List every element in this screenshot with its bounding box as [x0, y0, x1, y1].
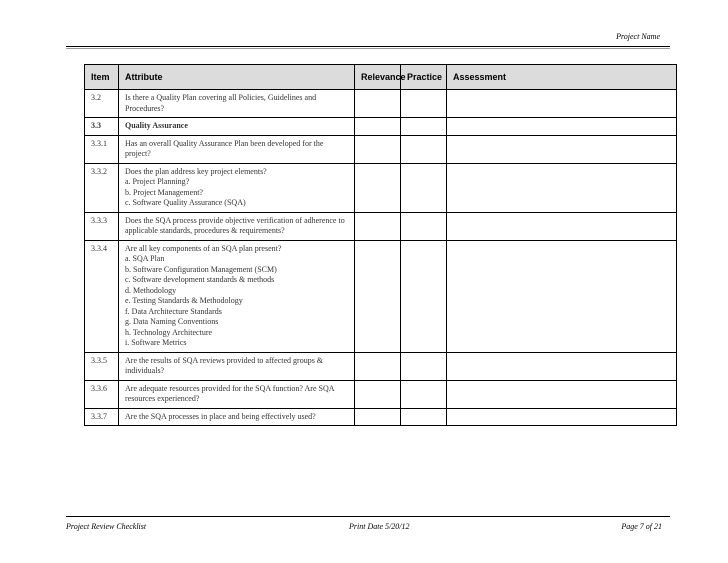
cell-assessment[interactable]	[447, 90, 677, 118]
cell-item: 3.3.3	[85, 212, 119, 240]
page-header-project-name: Project Name	[616, 32, 660, 41]
cell-relevance[interactable]	[355, 380, 401, 408]
cell-attribute	[119, 135, 355, 163]
cell-practice[interactable]	[401, 352, 447, 380]
table-row	[85, 352, 677, 380]
attribute-subitem: h. Technology Architecture	[125, 327, 213, 337]
attribute-question: Are the results of SQA reviews provided to affected groups & individuals?	[125, 355, 324, 375]
cell-attribute	[119, 240, 355, 352]
attribute-question: Does the SQA process provide objective verification of adherence to applicable standards, procedures & requirements?	[125, 215, 345, 235]
cell-attribute	[119, 352, 355, 380]
table-row	[85, 212, 677, 240]
table-row	[85, 163, 677, 212]
cell-assessment[interactable]	[447, 135, 677, 163]
footer-print-date: Print Date 5/20/12	[349, 522, 410, 531]
table-row	[85, 240, 677, 352]
table-body	[85, 90, 677, 426]
page-footer	[66, 516, 670, 531]
table-header-row	[85, 65, 677, 90]
cell-relevance[interactable]	[355, 90, 401, 118]
table-row	[85, 380, 677, 408]
cell-assessment[interactable]	[447, 240, 677, 352]
cell-assessment[interactable]	[447, 408, 677, 426]
cell-assessment[interactable]	[447, 380, 677, 408]
cell-attribute	[119, 118, 355, 136]
attribute-subitem: g. Data Naming Conventions	[125, 317, 219, 326]
cell-relevance[interactable]	[355, 135, 401, 163]
cell-relevance[interactable]	[355, 240, 401, 352]
attribute-question: Quality Assurance	[125, 121, 188, 130]
cell-assessment[interactable]	[447, 352, 677, 380]
table-row	[85, 408, 677, 426]
attribute-subitem: a. SQA Plan	[125, 254, 165, 263]
cell-practice[interactable]	[401, 380, 447, 408]
column-header-practice: Practice	[401, 65, 447, 90]
cell-assessment[interactable]	[447, 212, 677, 240]
cell-relevance[interactable]	[355, 212, 401, 240]
cell-item: 3.3.6	[85, 380, 119, 408]
cell-practice[interactable]	[401, 118, 447, 136]
table-row	[85, 90, 677, 118]
attribute-subitem: i. Software Metrics	[125, 338, 187, 347]
footer-document-title: Project Review Checklist	[66, 522, 147, 531]
attribute-subitem: f. Data Architecture Standards	[125, 306, 222, 316]
column-header-relevance: Relevance	[355, 65, 401, 90]
column-header-assessment: Assessment	[447, 65, 677, 90]
column-header-attribute: Attribute	[119, 65, 355, 90]
cell-item: 3.2	[85, 90, 119, 118]
cell-item: 3.3.4	[85, 240, 119, 352]
cell-attribute	[119, 380, 355, 408]
attribute-question: Is there a Quality Plan covering all Policies, Guidelines and Procedures?	[125, 93, 317, 113]
attribute-subitem: b. Software Configuration Management (SCM)	[125, 264, 277, 274]
checklist-table	[84, 64, 677, 426]
cell-item: 3.3.1	[85, 135, 119, 163]
attribute-question: Are all key components of an SQA plan present?	[125, 243, 282, 253]
cell-item: 3.3	[85, 118, 119, 136]
attribute-question: Are adequate resources provided for the SQA function? Are SQA resources experienced?	[125, 383, 335, 403]
cell-assessment[interactable]	[447, 163, 677, 212]
attribute-question: Are the SQA processes in place and being effectively used?	[125, 411, 316, 421]
cell-item: 3.3.2	[85, 163, 119, 212]
attribute-question: Has an overall Quality Assurance Plan been developed for the project?	[125, 138, 324, 158]
attribute-subitem: d. Methodology	[125, 285, 177, 295]
cell-practice[interactable]	[401, 135, 447, 163]
cell-practice[interactable]	[401, 408, 447, 426]
cell-attribute	[119, 212, 355, 240]
cell-practice[interactable]	[401, 240, 447, 352]
cell-item: 3.3.5	[85, 352, 119, 380]
footer-page-number: Page 7 of 21	[621, 522, 662, 531]
column-header-item: Item	[85, 65, 119, 90]
table-row	[85, 135, 677, 163]
attribute-subitem: a. Project Planning?	[125, 177, 190, 186]
attribute-question: Does the plan address key project elements?	[125, 166, 267, 176]
cell-practice[interactable]	[401, 212, 447, 240]
attribute-subitem: c. Software development standards & methods	[125, 275, 275, 284]
cell-relevance[interactable]	[355, 163, 401, 212]
attribute-subitem: e. Testing Standards & Methodology	[125, 296, 243, 305]
cell-attribute	[119, 90, 355, 118]
cell-item: 3.3.7	[85, 408, 119, 426]
attribute-subitem: c. Software Quality Assurance (SQA)	[125, 198, 246, 207]
cell-relevance[interactable]	[355, 118, 401, 136]
attribute-subitem: b. Project Management?	[125, 187, 203, 197]
cell-relevance[interactable]	[355, 352, 401, 380]
cell-practice[interactable]	[401, 163, 447, 212]
table-row	[85, 118, 677, 136]
cell-relevance[interactable]	[355, 408, 401, 426]
cell-practice[interactable]	[401, 90, 447, 118]
header-divider	[66, 46, 670, 49]
cell-attribute	[119, 163, 355, 212]
cell-assessment[interactable]	[447, 118, 677, 136]
cell-attribute	[119, 408, 355, 426]
